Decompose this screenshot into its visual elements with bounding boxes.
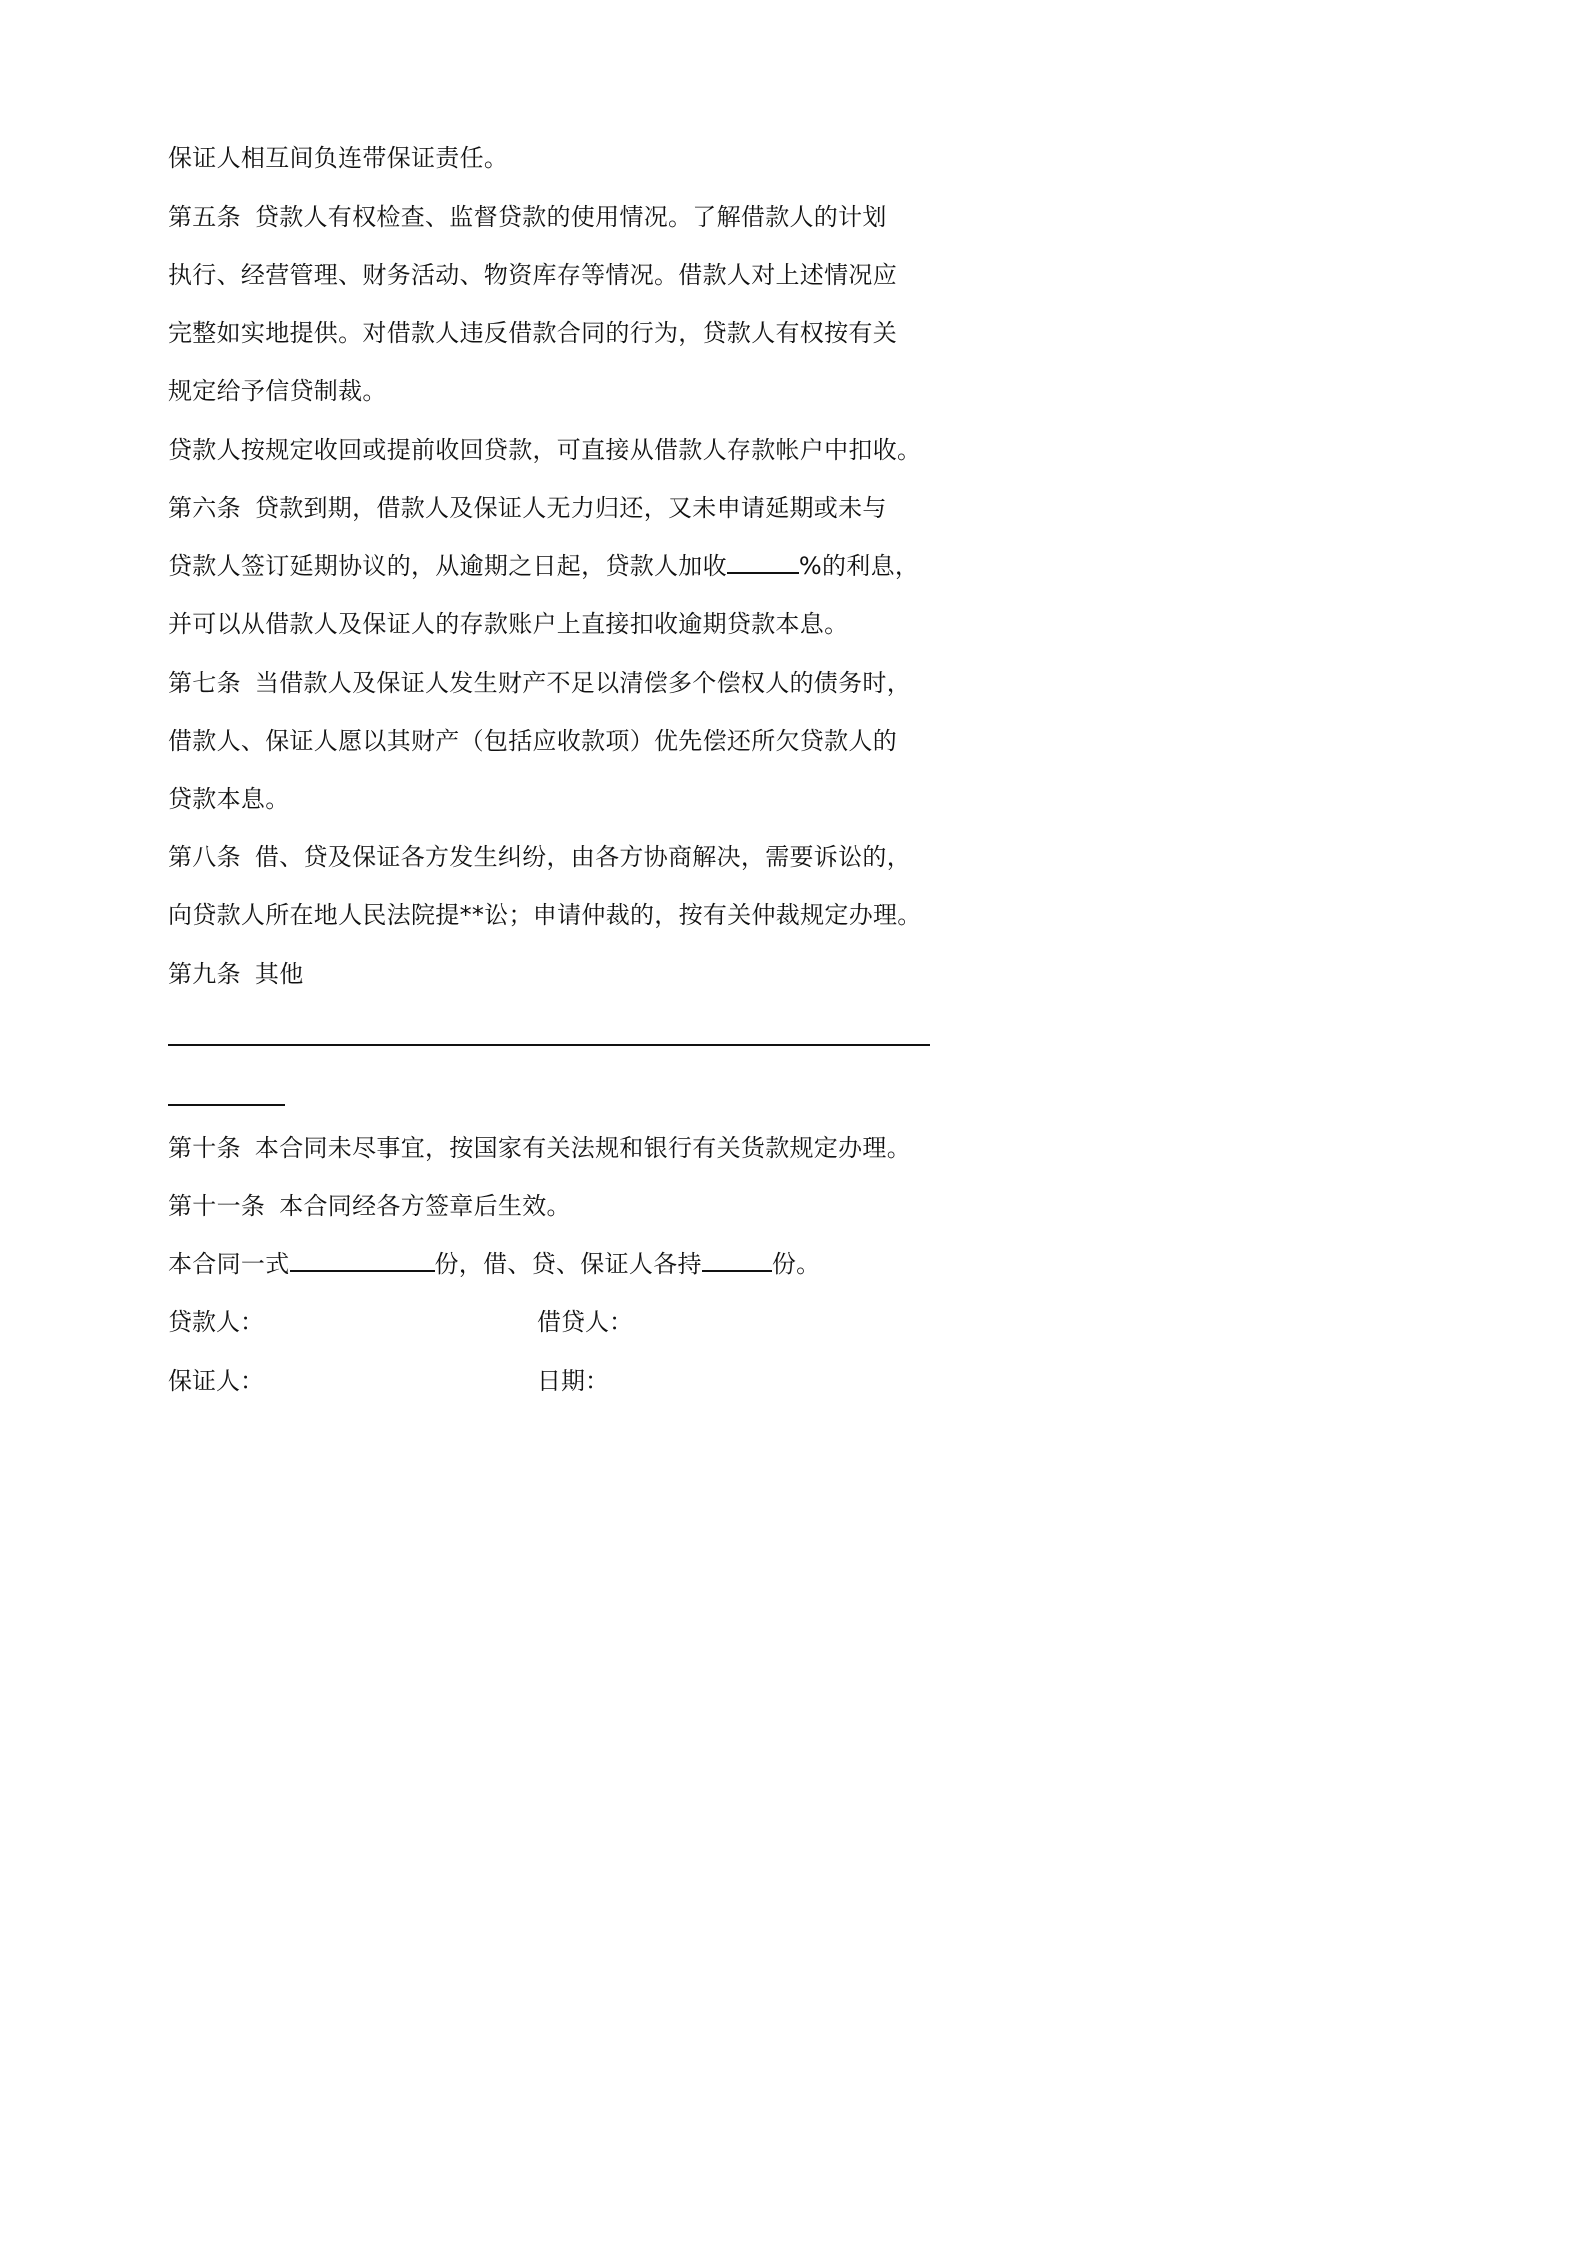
date-label: 日期： [537, 1367, 609, 1395]
clause-text: 份，借、贷、保证人各持 [434, 1250, 702, 1278]
borrower-signature-label: 借贷人： [537, 1308, 633, 1336]
text-line [168, 374, 968, 408]
clause-11-heading: 第十一条 [168, 1192, 266, 1220]
clause-9-line [168, 957, 968, 991]
text-line [168, 782, 968, 816]
clause-6-heading: 第六条 [168, 494, 241, 522]
clause-text: 执行、经营管理、财务活动、物资库存等情况。借款人对上述情况应 [168, 261, 897, 289]
text-line [168, 258, 968, 292]
clause-text: 贷款人按规定收回或提前收回贷款，可直接从借款人存款帐户中扣收。 [168, 436, 922, 464]
clause-5-line-1 [168, 200, 968, 234]
text-line [168, 898, 968, 932]
clause-8-line-1 [168, 840, 968, 874]
clause-7-heading: 第七条 [168, 669, 241, 697]
clause-text: 贷款本息。 [168, 785, 290, 813]
guarantor-signature-label: 保证人： [168, 1367, 264, 1395]
other-terms-blank-line-1[interactable] [168, 1044, 930, 1046]
text-line [168, 607, 968, 641]
clause-text: %的利息， [798, 552, 920, 580]
clause-text: 本合同一式 [168, 1250, 290, 1278]
text-line [168, 433, 968, 467]
text-line [168, 549, 968, 583]
clause-text: 借、贷及保证各方发生纠纷，由各方协商解决，需要诉讼的， [254, 843, 912, 871]
copies-total-blank[interactable] [290, 1248, 435, 1272]
text-line [168, 724, 968, 758]
clause-6-line-1 [168, 491, 968, 525]
clause-10-line [168, 1131, 968, 1165]
clause-text: 其他 [254, 960, 304, 988]
clause-text: 份。 [771, 1250, 821, 1278]
copies-line [168, 1247, 968, 1281]
clause-text: 贷款到期，借款人及保证人无力归还，又未申请延期或未与 [254, 494, 887, 522]
copies-each-blank[interactable] [702, 1248, 772, 1272]
other-terms-blank-line-2[interactable] [168, 1104, 285, 1106]
clause-text: 借款人、保证人愿以其财产（包括应收款项）优先偿还所欠贷款人的 [168, 727, 897, 755]
text-line [168, 141, 968, 175]
interest-rate-blank[interactable] [727, 550, 799, 574]
clause-9-heading: 第九条 [168, 960, 241, 988]
text-line [168, 316, 968, 350]
clause-text: 完整如实地提供。对借款人违反借款合同的行为，贷款人有权按有关 [168, 319, 897, 347]
clause-text: 向贷款人所在地人民法院提**讼；申请仲裁的，按有关仲裁规定办理。 [168, 901, 922, 929]
clause-text: 本合同未尽事宜，按国家有关法规和银行有关货款规定办理。 [254, 1134, 912, 1162]
clause-11-line [168, 1189, 968, 1223]
clause-text: 并可以从借款人及保证人的存款账户上直接扣收逾期贷款本息。 [168, 610, 849, 638]
clause-text: 本合同经各方签章后生效。 [279, 1192, 571, 1220]
clause-text: 贷款人签订延期协议的，从逾期之日起，贷款人加收 [168, 552, 727, 580]
contract-page [0, 0, 1100, 1556]
lender-signature-label: 贷款人： [168, 1308, 264, 1336]
clause-text: 当借款人及保证人发生财产不足以清偿多个偿权人的债务时， [254, 669, 912, 697]
clause-text: 保证人相互间负连带保证责任。 [168, 144, 509, 172]
clause-text: 规定给予信贷制裁。 [168, 377, 387, 405]
clause-8-heading: 第八条 [168, 843, 241, 871]
clause-10-heading: 第十条 [168, 1134, 241, 1162]
clause-7-line-1 [168, 666, 968, 700]
clause-text: 贷款人有权检查、监督贷款的使用情况。了解借款人的计划 [254, 203, 887, 231]
clause-5-heading: 第五条 [168, 203, 241, 231]
